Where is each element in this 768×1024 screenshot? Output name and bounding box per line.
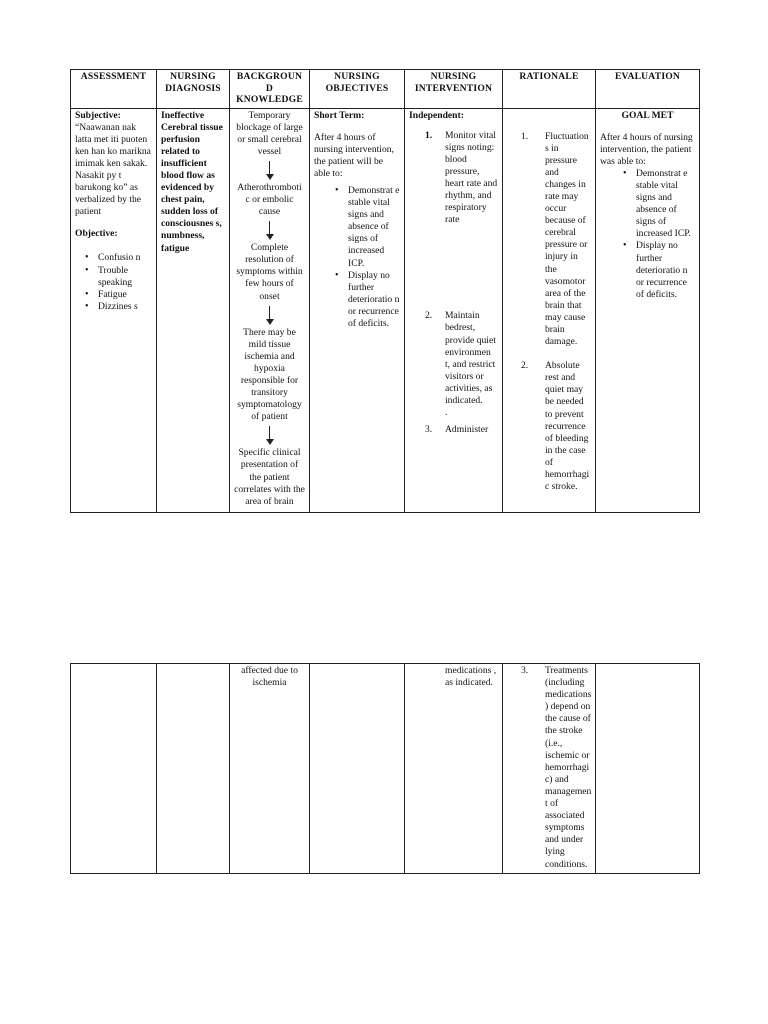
objective-item: • Trouble speaking xyxy=(98,265,152,289)
header-evaluation: EVALUATION xyxy=(596,70,700,109)
care-plan-table-page-2 xyxy=(70,663,700,874)
objective-item: • Dizzines s xyxy=(98,301,152,313)
header-nursing-diagnosis: NURSING DIAGNOSIS xyxy=(157,70,230,109)
rationale-item-3: 3. Treatments (including medications ) depend on the cause of the stroke (i.e., ischemic or hemorrhagi c) and managemen t of associated symptoms and under lying conditions. xyxy=(521,665,592,870)
background-cell xyxy=(230,108,310,513)
objective-goal-item: • Demonstrat e stable vital signs and absence of signs of increased ICP. xyxy=(348,185,400,270)
goal-met-label: GOAL MET xyxy=(621,109,674,121)
objectives-cell xyxy=(310,108,405,513)
down-arrow-icon xyxy=(266,426,274,445)
intervention-cell-continued xyxy=(405,664,503,874)
header-row xyxy=(71,70,700,109)
rationale-cell-continued xyxy=(503,664,596,874)
short-term-label: Short Term: xyxy=(314,109,365,121)
objectives-intro: After 4 hours of nursing intervention, the patient will be able to: xyxy=(314,131,394,179)
background-continued-text: affected due to ischemia xyxy=(241,665,298,689)
rationale-item-1: 1. Fluctuation s in pressure and changes in rate may occur because of cerebral pressure or injury in the vasomotor area of the brain that may cause brain damage. xyxy=(521,130,589,348)
background-step-2: Atherothromboti c or embolic cause xyxy=(237,181,302,218)
objectives-cell-continued xyxy=(310,664,405,874)
header-assessment: ASSESSMENT xyxy=(71,70,157,109)
evaluation-cell xyxy=(596,108,700,513)
care-plan-table-page-1 xyxy=(70,69,700,513)
objective-list xyxy=(75,252,152,312)
objective-label: Objective: xyxy=(75,228,118,240)
background-step-1: Temporary blockage of large or small cerebral vessel xyxy=(236,109,303,157)
evaluation-list xyxy=(600,168,695,301)
evaluation-item: • Display no further deterioratio n or recurrence of deficits. xyxy=(636,240,695,300)
header-nursing-intervention: NURSING INTERVENTION xyxy=(405,70,503,109)
evaluation-cell-continued xyxy=(596,664,700,874)
down-arrow-icon xyxy=(266,221,274,240)
background-step-4: There may be mild tissue ischemia and hypoxia responsible for transitory symptomatology of patient xyxy=(237,326,302,423)
rationale-cell xyxy=(503,108,596,513)
subjective-text: “Naawanan nak latta met iti puoten ken han ko marikna imimak ken sakak. Nasakit py t barukong ko” as verbalized by the patient xyxy=(75,121,151,218)
background-step-3: Complete resolution of symptoms within few hours of onset xyxy=(236,242,303,302)
assessment-cell xyxy=(71,108,157,513)
intervention-cell xyxy=(405,108,503,513)
subjective-label: Subjective: xyxy=(75,109,121,121)
down-arrow-icon xyxy=(266,306,274,325)
objective-item: • Fatigue xyxy=(98,289,152,301)
background-step-5: Specific clinical presentation of the patient correlates with the area of brain xyxy=(234,447,305,507)
intervention-item-2: 2. Maintain bedrest, provide quiet environmen t, and restrict visitors or activities, as indicated. . xyxy=(425,310,496,419)
intervention-item-3: 3. Administer xyxy=(425,424,489,436)
header-rationale: RATIONALE xyxy=(503,70,596,109)
continued-row xyxy=(71,664,700,874)
down-arrow-icon xyxy=(266,161,274,180)
background-cell-continued xyxy=(230,664,310,874)
diagnosis-cell xyxy=(157,108,230,513)
intervention-item-1: 1. Monitor vital signs noting: blood pressure, heart rate and rhythm, and respiratory rate xyxy=(425,129,498,226)
header-background-knowledge: BACKGROUN D KNOWLEDGE xyxy=(230,70,310,109)
content-row xyxy=(71,108,700,513)
evaluation-intro: After 4 hours of nursing intervention, the patient was able to: xyxy=(600,131,693,167)
rationale-item-2: 2. Absolute rest and quiet may be needed to prevent recurrence of bleeding in the case of hemorrhagi c stroke. xyxy=(521,360,590,493)
assessment-cell-continued xyxy=(71,664,157,874)
objective-goal-item: • Display no further deterioratio n or recurrence of deficits. xyxy=(348,270,400,330)
independent-label: Independent: xyxy=(409,109,464,121)
objective-item: • Confusio n xyxy=(98,252,152,264)
header-nursing-objectives: NURSING OBJECTIVES xyxy=(310,70,405,109)
diagnosis-cell-continued xyxy=(157,664,230,874)
intervention-item-3-continued: medications , as indicated. xyxy=(445,665,497,689)
objectives-list xyxy=(314,185,400,330)
evaluation-item: • Demonstrat e stable vital signs and absence of signs of increased ICP. xyxy=(636,168,695,241)
diagnosis-text: Ineffective Cerebral tissue perfusion related to insufficient blood flow as evidenced by chest pain, sudden loss of consciousnes s, numbness, fatigue xyxy=(161,109,223,254)
